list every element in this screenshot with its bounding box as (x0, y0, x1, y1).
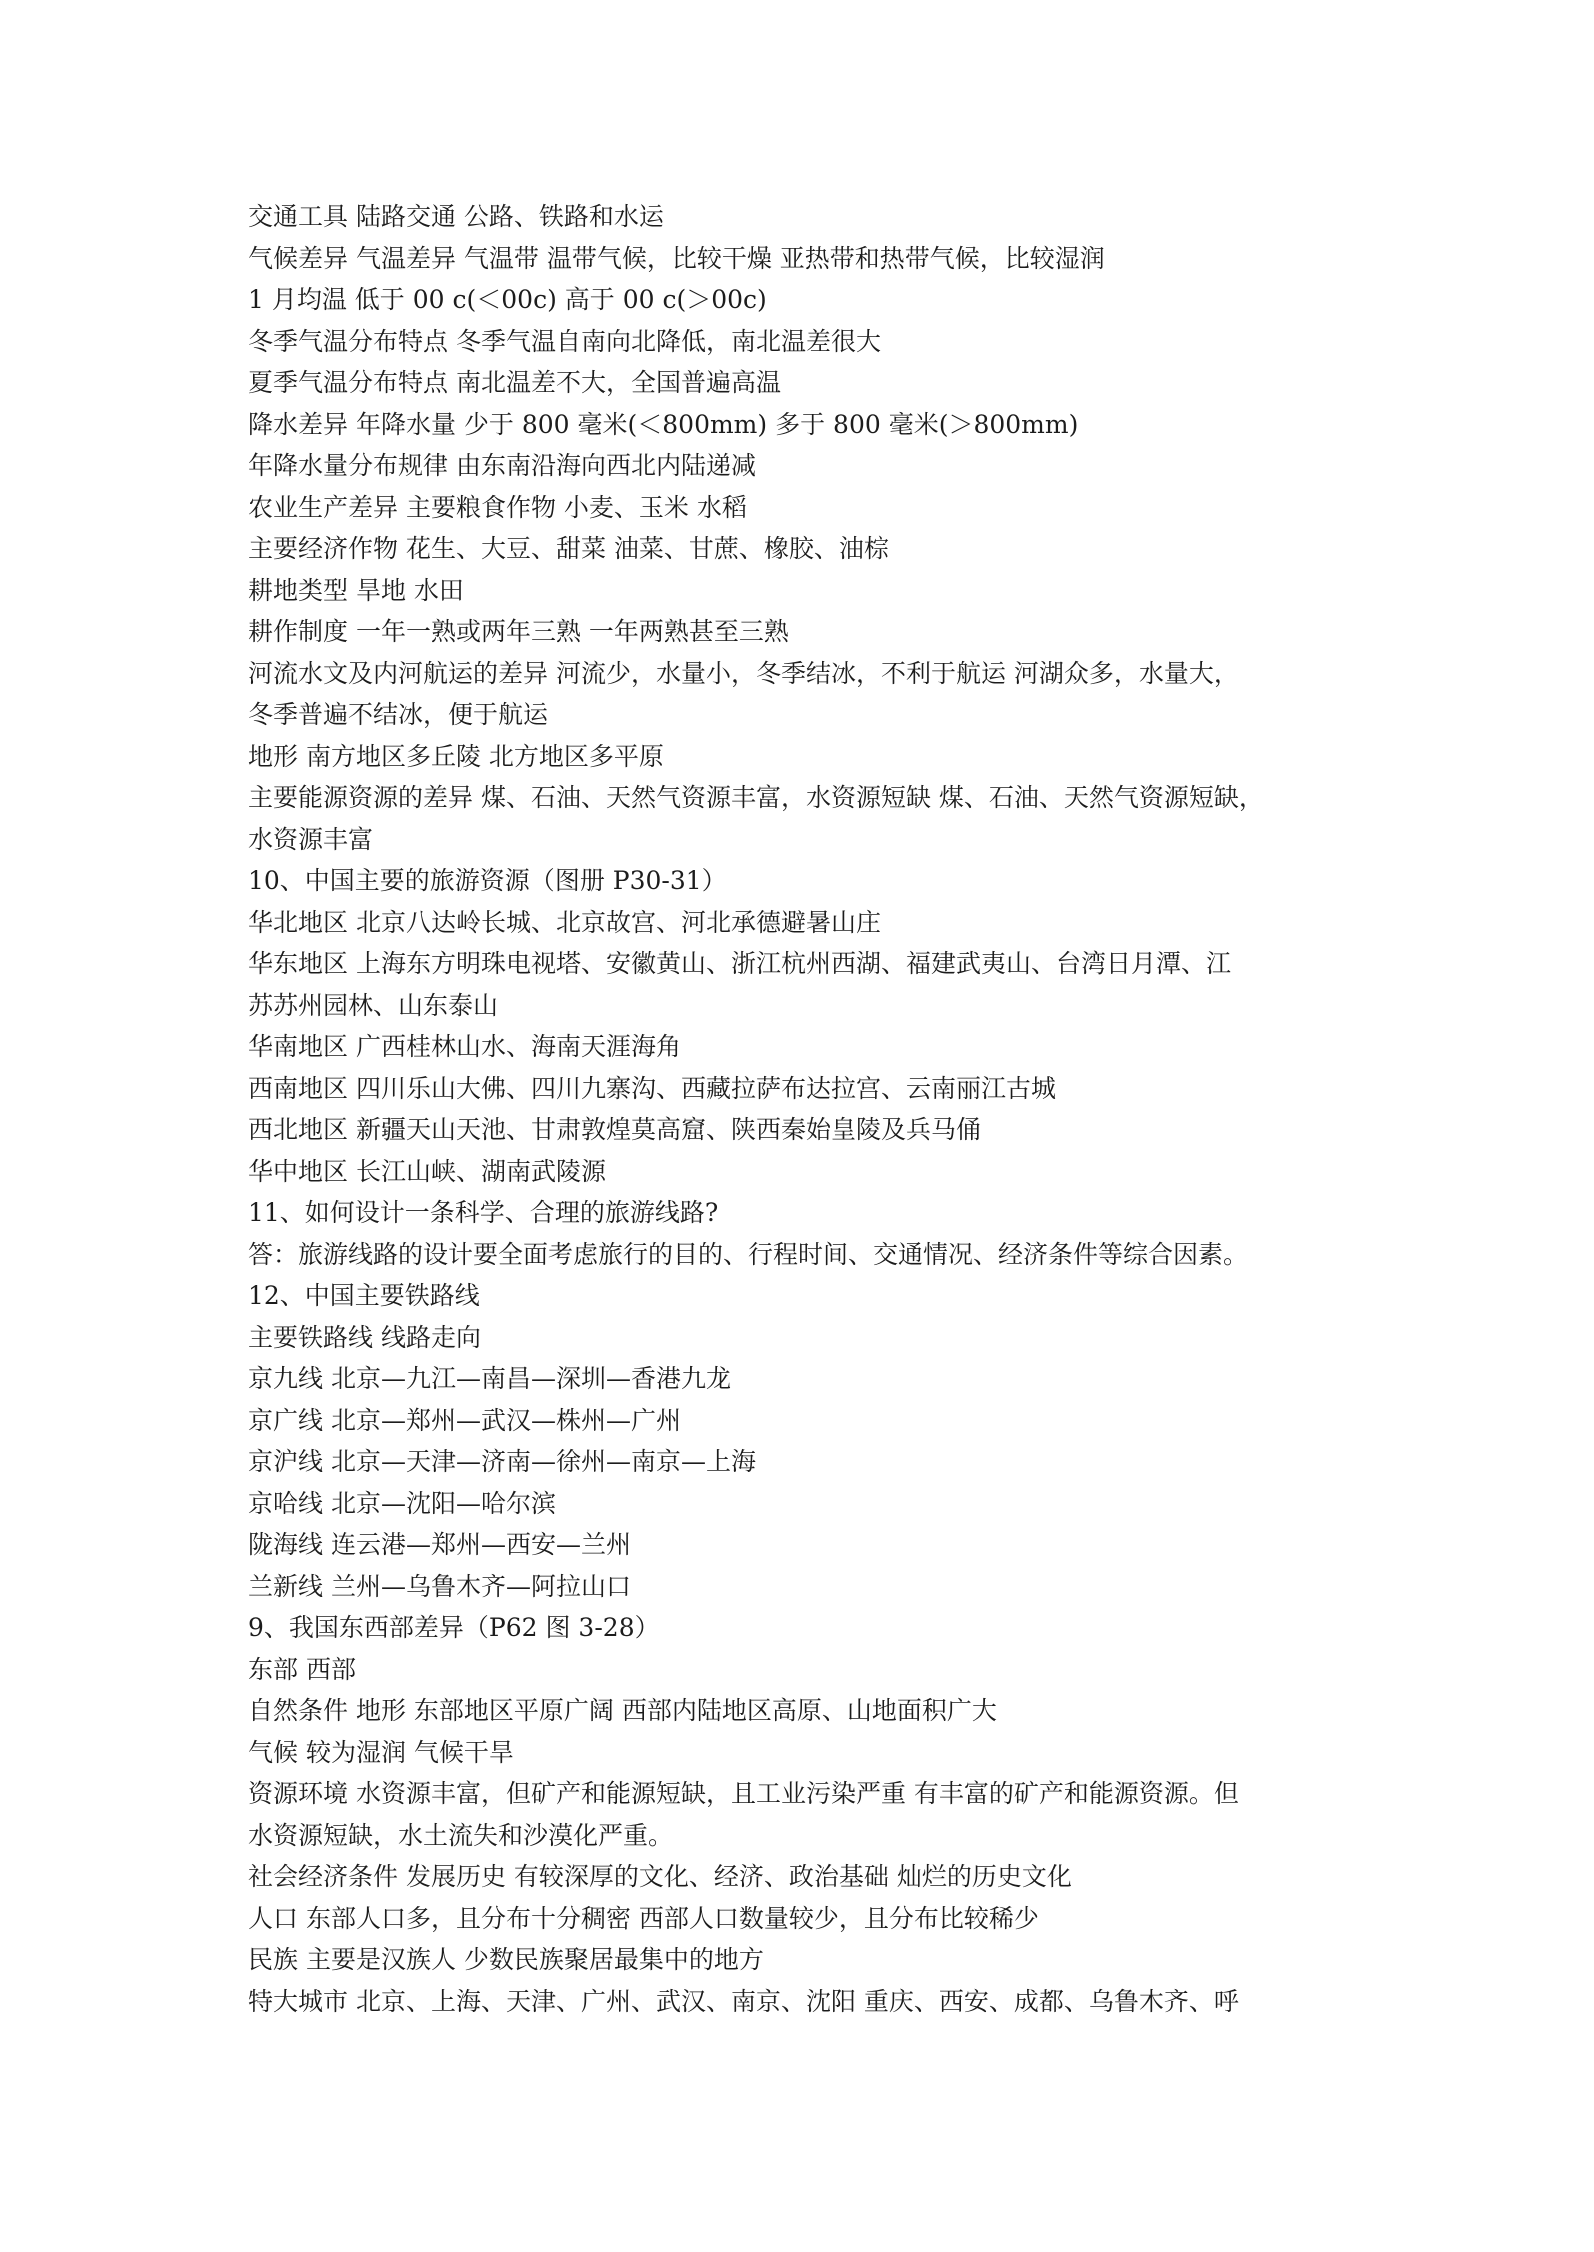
text-line: 降水差异 年降水量 少于 800 毫米(＜800mm) 多于 800 毫米(＞800mm) (248, 409, 1079, 439)
text-line: 华南地区 广西桂林山水、海南天涯海角 (248, 1032, 681, 1061)
text-line: 水资源丰富 (248, 824, 374, 854)
text-line: 主要能源资源的差异 煤、石油、天然气资源丰富，水资源短缺 煤、石油、天然气资源短缺， (248, 783, 1264, 812)
text-line: 主要铁路线 线路走向 (248, 1322, 481, 1352)
text-line: 水资源短缺，水土流失和沙漠化严重。 (248, 1820, 674, 1850)
text-line: 冬季气温分布特点 冬季气温自南向北降低，南北温差很大 (248, 326, 881, 356)
text-line: 答：旅游线路的设计要全面考虑旅行的目的、行程时间、交通情况、经济条件等综合因素。 (248, 1239, 1249, 1269)
text-line: 西南地区 四川乐山大佛、四川九寨沟、西藏拉萨布达拉宫、云南丽江古城 (248, 1073, 1056, 1103)
text-line: 华北地区 北京八达岭长城、北京故宫、河北承德避暑山庄 (248, 907, 881, 937)
text-line: 冬季普遍不结冰，便于航运 (248, 700, 549, 729)
text-line: 京沪线 北京—天津—济南—徐州—南京—上海 (248, 1447, 756, 1476)
text-line: 河流水文及内河航运的差异 河流少，水量小，冬季结冰，不利于航运 河湖众多，水量大， (248, 658, 1239, 688)
text-line: 资源环境 水资源丰富，但矿产和能源短缺，且工业污染严重 有丰富的矿产和能源资源。但 (248, 1779, 1239, 1808)
text-line: 主要经济作物 花生、大豆、甜菜 油菜、甘蔗、橡胶、油棕 (248, 534, 889, 563)
text-line: 耕作制度 一年一熟或两年三熟 一年两熟甚至三熟 (248, 617, 789, 646)
text-line: 东部 西部 (248, 1654, 356, 1684)
text-line: 华中地区 长江山峡、湖南武陵源 (248, 1156, 606, 1186)
text-line: 气候差异 气温差异 气温带 温带气候，比较干燥 亚热带和热带气候，比较湿润 (248, 243, 1105, 273)
text-line: 农业生产差异 主要粮食作物 小麦、玉米 水稻 (248, 492, 747, 522)
text-line: 华东地区 上海东方明珠电视塔、安徽黄山、浙江杭州西湖、福建武夷山、台湾日月潭、江 (248, 949, 1231, 978)
text-line: 夏季气温分布特点 南北温差不大，全国普遍高温 (248, 368, 781, 397)
text-line: 苏苏州园林、山东泰山 (248, 990, 499, 1020)
text-line: 耕地类型 旱地 水田 (248, 575, 464, 605)
text-line: 社会经济条件 发展历史 有较深厚的文化、经济、政治基础 灿烂的历史文化 (248, 1862, 1072, 1891)
text-line: 民族 主要是汉族人 少数民族聚居最集中的地方 (248, 1945, 764, 1974)
text-line: 气候 较为湿润 气候干旱 (248, 1737, 514, 1767)
section-heading: 11、如何设计一条科学、合理的旅游线路? (248, 1198, 719, 1227)
text-line: 西北地区 新疆天山天池、甘肃敦煌莫高窟、陕西秦始皇陵及兵马俑 (248, 1115, 981, 1144)
text-line: 交通工具 陆路交通 公路、铁路和水运 (248, 202, 664, 231)
text-line: 自然条件 地形 东部地区平原广阔 西部内陆地区高原、山地面积广大 (248, 1696, 997, 1725)
text-line: 兰新线 兰州—乌鲁木齐—阿拉山口 (248, 1571, 631, 1601)
text-line: 京九线 北京—九江—南昌—深圳—香港九龙 (248, 1364, 731, 1393)
text-line: 地形 南方地区多丘陵 北方地区多平原 (248, 741, 664, 771)
text-line: 京广线 北京—郑州—武汉—株州—广州 (248, 1405, 681, 1435)
text-line: 京哈线 北京—沈阳—哈尔滨 (248, 1488, 556, 1518)
text-line: 年降水量分布规律 由东南沿海向西北内陆递减 (248, 451, 756, 480)
document-body (248, 196, 1356, 2022)
section-heading: 12、中国主要铁路线 (248, 1281, 480, 1310)
text-line: 特大城市 北京、上海、天津、广州、武汉、南京、沈阳 重庆、西安、成都、乌鲁木齐、呼 (248, 1986, 1239, 2016)
section-heading: 10、中国主要的旅游资源（图册 P30-31） (248, 866, 727, 895)
section-heading: 9、我国东西部差异（P62 图 3-28） (248, 1613, 660, 1642)
text-line: 人口 东部人口多，且分布十分稠密 西部人口数量较少，且分布比较稀少 (248, 1903, 1039, 1933)
text-line: 1 月均温 低于 00 c(＜00c) 高于 00 c(＞00c) (248, 285, 767, 314)
text-line: 陇海线 连云港—郑州—西安—兰州 (248, 1530, 631, 1559)
